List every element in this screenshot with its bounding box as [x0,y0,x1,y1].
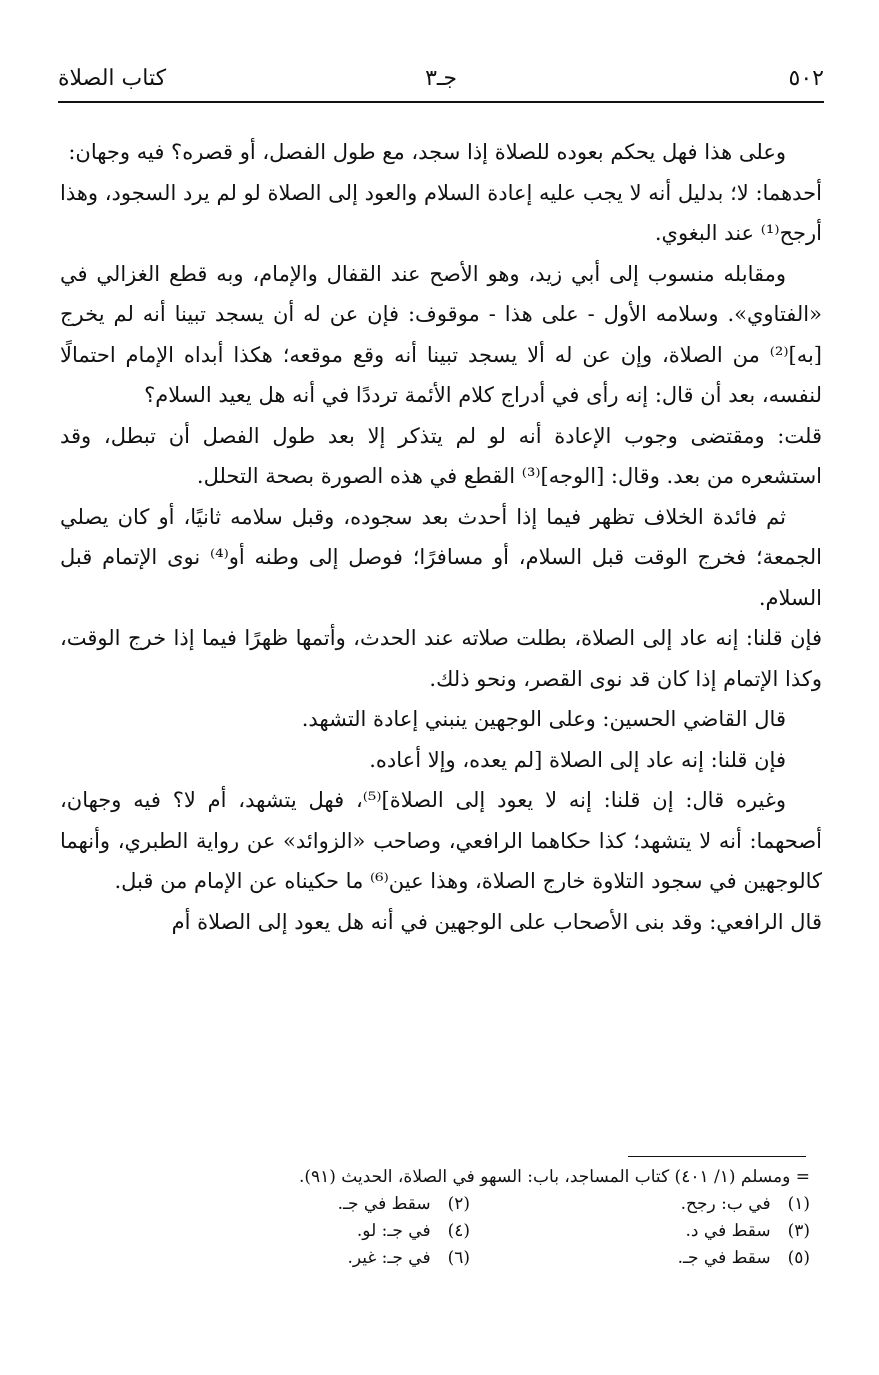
footnote-number: (٤) [447,1221,470,1241]
volume-label: جـ٣ [425,66,457,91]
paragraph: ومقابله منسوب إلى أبي زيد، وهو الأصح عند القفال والإمام، وبه قطع الغزالي في «الفتاوي». وسلامه الأول - على هذا - موقوف: فإن عن له أن يسجد تبينا أنه لم يخرج [به]⁽²⁾ من الصلاة، وإن عن له ألا يسجد تبينا أنه وقع موقعه؛ هكذا أبداه الإمام احتمالًا لنفسه، بعد أن قال: إنه رأى في أدراج كلام الأئمة ترددًا في أنه هل يعيد السلام؟ [60,261,822,407]
page-header [58,62,824,102]
footnote-list [150,1191,810,1272]
footnote-text: في ب: رجح. [680,1194,771,1214]
footnote-text: في جـ: غير. [347,1248,431,1268]
paragraph: وغيره قال: إن قلنا: إنه لا يعود إلى الصلاة]⁽⁵⁾، فهل يتشهد، أم لا؟ فيه وجهان، أصحهما: أنه لا يتشهد؛ كذا حكاهما الرافعي، وصاحب «الزوائد» عن رواية الطبري، وأنهما كالوجهين في سجود التلاوة خارج الصلاة، وهذا عين⁽⁶⁾ ما حكيناه عن الإمام من قبل. [60,788,822,893]
footnote-item [490,1245,810,1272]
paragraph: قلت: ومقتضى وجوب الإعادة أنه لو لم يتذكر إلا بعد طول الفصل أن تبطل، وقد استشعره من بعد. وقال: [الوجه]⁽³⁾ القطع في هذه الصورة بصحة التحلل. [60,423,822,488]
header-rule [58,101,824,103]
footnote-item [490,1218,810,1245]
page-number: ٥٠٢ [788,66,824,91]
paragraph: وعلى هذا فهل يحكم بعوده للصلاة إذا سجد، مع طول الفصل، أو قصره؟ فيه وجهان: [68,140,786,164]
footnote-number: (٢) [447,1194,470,1214]
paragraph: قال القاضي الحسين: وعلى الوجهين ينبني إعادة التشهد. [301,707,786,731]
paragraph: قال الرافعي: وقد بنى الأصحاب على الوجهين في أنه هل يعود إلى الصلاة أم [171,909,822,934]
footnote-text: سقط في جـ. [337,1194,431,1214]
footnote-number: (٣) [787,1221,810,1241]
footnote-number: (١) [787,1194,810,1214]
footnote-item [150,1245,470,1272]
footnote-rule [628,1156,806,1157]
paragraph: أحدهما: لا؛ بدليل أنه لا يجب عليه إعادة السلام والعود إلى الصلاة لو لم يرد السجود، وهذا أرجح⁽¹⁾ عند البغوي. [60,180,822,245]
paragraph: ثم فائدة الخلاف تظهر فيما إذا أحدث بعد سجوده، وقبل سلامه ثانيًا، أو كان يصلي الجمعة؛ فخرج الوقت قبل السلام، أو مسافرًا؛ فوصل إلى وطنه أو⁽⁴⁾ نوى الإتمام قبل السلام. [60,504,822,610]
footnote-text: سقط في جـ. [677,1248,771,1268]
book-title: كتاب الصلاة [58,66,167,91]
footnote-item [150,1191,470,1218]
paragraph: فإن قلنا: إنه عاد إلى الصلاة [لم يعده، وإلا أعاده. [369,747,786,772]
footnote-item [150,1218,470,1245]
footnotes [150,1164,810,1272]
footnote-number: (٦) [447,1248,470,1268]
footnote-item [490,1191,810,1218]
paragraph: فإن قلنا: إنه عاد إلى الصلاة، بطلت صلاته عند الحدث، وأتمها ظهرًا فيما إذا خرج الوقت، وكذا الإتمام إذا كان قد نوى القصر، ونحو ذلك. [60,626,822,691]
footnote-number: (٥) [787,1248,810,1268]
footnote-text: سقط في د. [685,1221,771,1241]
footnote-continuation: = ومسلم (١/ ٤٠١) كتاب المساجد، باب: السهو في الصلاة، الحديث (٩١). [298,1167,810,1187]
main-text [60,132,822,942]
footnote-text: في جـ: لو. [356,1221,431,1241]
